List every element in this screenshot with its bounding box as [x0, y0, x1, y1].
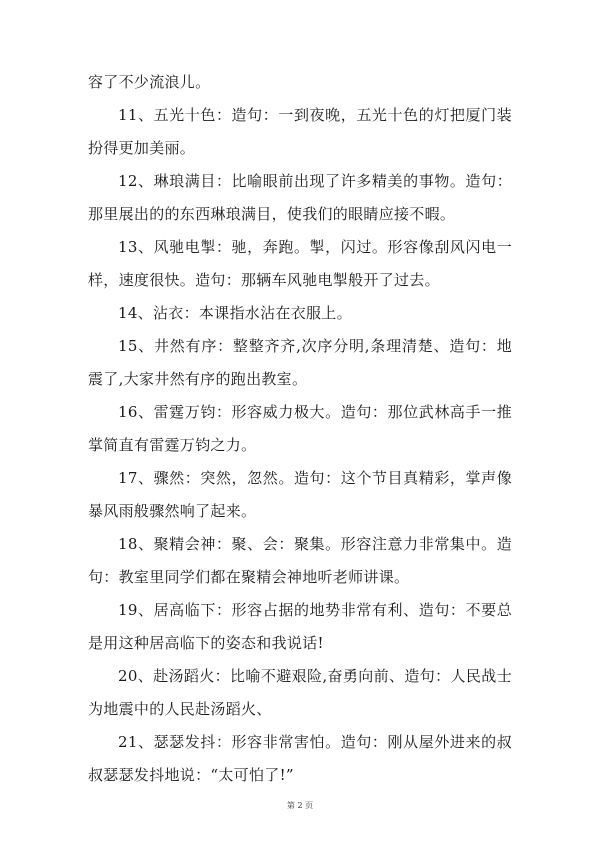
- paragraph-item-17: 17、骤然：突然，忽然。造句：这个节目真精彩，掌声像暴风雨般骤然响了起来。: [88, 469, 512, 520]
- page-number: 第 2 页: [286, 801, 314, 810]
- paragraph-item-19: 19、居高临下：形容占据的地势非常有利、造句：不要总是用这种居高临下的姿态和我说话!: [88, 601, 512, 652]
- paragraph-continuation: 容了不少流浪儿。: [88, 73, 211, 91]
- paragraph-item-16: 16、雷霆万钧：形容威力极大。造句：那位武林高手一推掌简直有雷霆万钧之力。: [88, 403, 512, 454]
- paragraph-item-14: 14、沾衣：本课指水沾在衣服上。: [118, 304, 352, 322]
- paragraph-item-20: 20、赴汤蹈火：比喻不避艰险,奋勇向前、造句：人民战士为地震中的人民赴汤蹈火、: [88, 667, 512, 718]
- paragraph-item-18: 18、聚精会神：聚、会：聚集。形容注意力非常集中。造句：教室里同学们都在聚精会神地听老师讲课。: [88, 535, 512, 586]
- paragraph-item-21: 21、瑟瑟发抖：形容非常害怕。造句：刚从屋外进来的叔叔瑟瑟发抖地说：“太可怕了!”: [88, 733, 512, 784]
- paragraph-item-11: 11、五光十色：造句：一到夜晚，五光十色的灯把厦门装扮得更加美丽。: [88, 106, 512, 157]
- paragraph-item-15: 15、井然有序：整整齐齐,次序分明,条理清楚、造句：地震了,大家井然有序的跑出教室。: [88, 337, 512, 388]
- document-body: [88, 66, 512, 792]
- paragraph-item-12: 12、琳琅满目：比喻眼前出现了许多精美的事物。造句：那里展出的的东西琳琅满目，使我们的眼睛应接不暇。: [88, 172, 512, 223]
- paragraph-item-13: 13、风驰电掣：驰，奔跑。掣，闪过。形容像刮风闪电一样，速度很快。造句：那辆车风驰电掣般开了过去。: [88, 238, 512, 289]
